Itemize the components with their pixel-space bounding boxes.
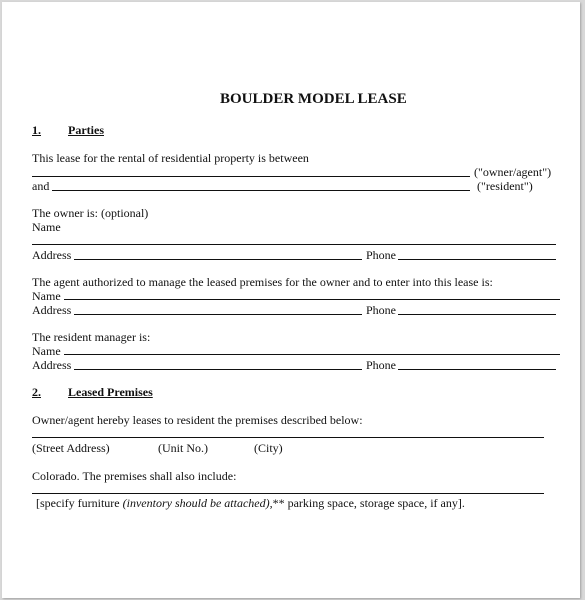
premises-include-line[interactable] [32, 493, 544, 494]
specify-furniture-text [36, 496, 465, 510]
manager-heading: The resident manager is: [32, 330, 151, 344]
resident-label: ("resident") [477, 179, 533, 193]
agent-address-label: Address [32, 303, 72, 317]
agent-phone-label: Phone [366, 303, 396, 317]
and-label: and [32, 179, 50, 193]
resident-blank-line[interactable] [52, 190, 470, 191]
colorado-text: Colorado. The premises shall also include: [32, 469, 237, 483]
city-label: (City) [254, 441, 283, 455]
agent-name-label: Name [32, 289, 61, 303]
specify-italic: (inventory should be attached), [122, 496, 273, 510]
unit-no-label: (Unit No.) [158, 441, 208, 455]
parties-intro-text: This lease for the rental of residential property is between [32, 151, 309, 165]
section-1-heading: Parties [68, 123, 104, 137]
manager-name-line[interactable] [64, 354, 560, 355]
owner-phone-label: Phone [366, 248, 396, 262]
manager-address-line[interactable] [74, 369, 362, 370]
owner-name-line[interactable] [32, 244, 556, 245]
section-2-heading: Leased Premises [68, 385, 153, 399]
manager-address-label: Address [32, 358, 72, 372]
section-2-number: 2. [32, 385, 41, 399]
document-title: BOULDER MODEL LEASE [220, 91, 407, 107]
premises-address-line[interactable] [32, 437, 544, 438]
premises-intro-text: Owner/agent hereby leases to resident the premises described below: [32, 413, 363, 427]
manager-phone-line[interactable] [398, 369, 556, 370]
agent-phone-line[interactable] [398, 314, 556, 315]
owner-phone-line[interactable] [398, 259, 556, 260]
agent-name-line[interactable] [64, 299, 560, 300]
owner-heading: The owner is: (optional) [32, 206, 149, 220]
specify-suffix: ** parking space, storage space, if any]. [272, 496, 465, 510]
owner-name-label: Name [32, 220, 61, 234]
manager-phone-label: Phone [366, 358, 396, 372]
owner-address-label: Address [32, 248, 72, 262]
specify-prefix: [specify furniture [36, 496, 123, 510]
owner-agent-blank-line[interactable] [32, 176, 470, 177]
agent-address-line[interactable] [74, 314, 362, 315]
owner-agent-label: ("owner/agent") [474, 165, 552, 179]
document-page [2, 2, 580, 598]
owner-address-line[interactable] [74, 259, 362, 260]
street-address-label: (Street Address) [32, 441, 110, 455]
section-1-number: 1. [32, 123, 41, 137]
agent-heading: The agent authorized to manage the leased premises for the owner and to enter into this lease is: [32, 275, 493, 289]
manager-name-label: Name [32, 344, 61, 358]
